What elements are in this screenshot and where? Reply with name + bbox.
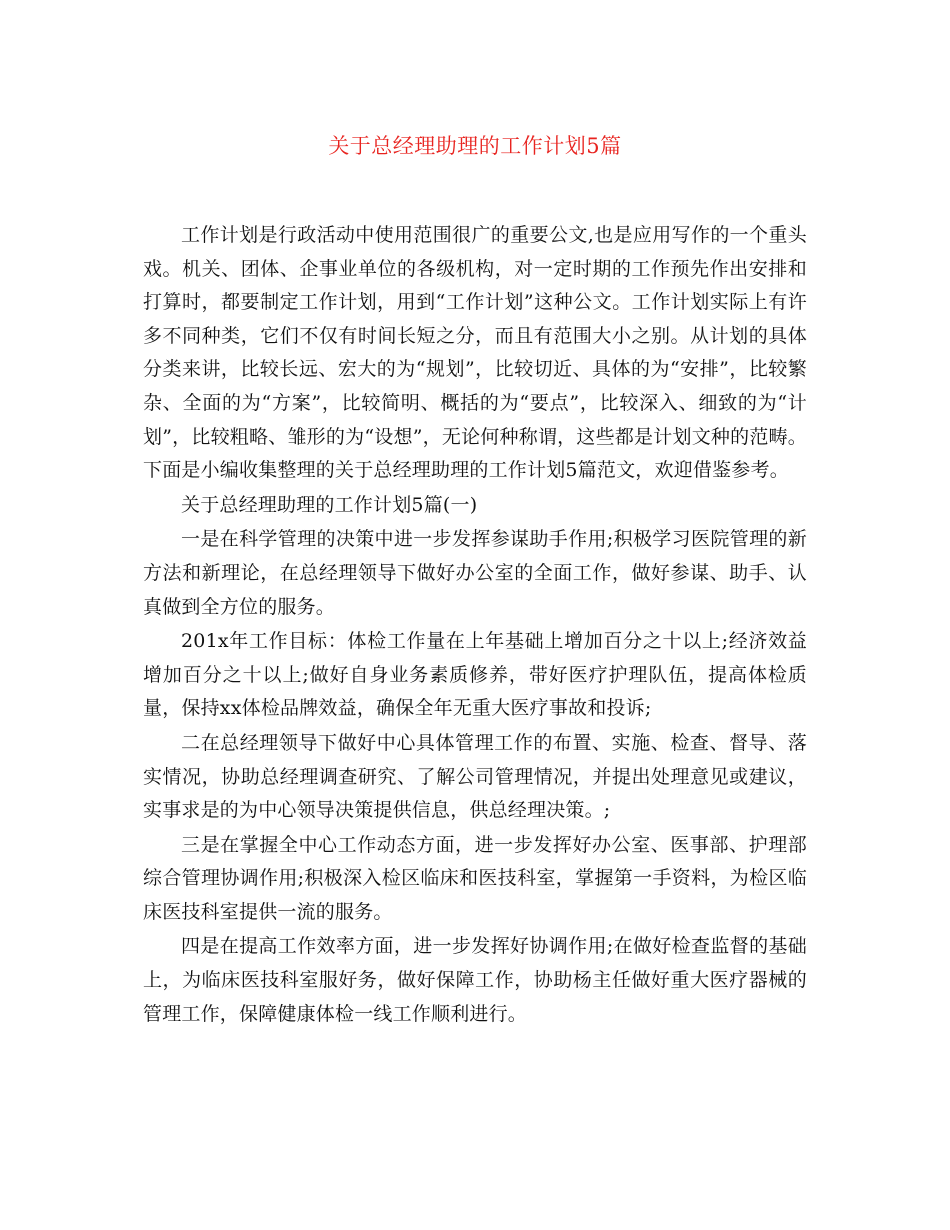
body-paragraph: 四是在提高工作效率方面，进一步发挥好协调作用;在做好检查监督的基础上，为临床医技科室服好务，做好保障工作，协助杨主任做好重大医疗器械的管理工作，保障健康体检一线工作顺利进行。 xyxy=(143,935,807,1025)
document-title: 关于总经理助理的工作计划5篇 xyxy=(328,134,622,158)
document-body xyxy=(143,219,807,1032)
body-paragraph: 三是在掌握全中心工作动态方面，进一步发挥好办公室、医事部、护理部综合管理协调作用;积极深入检区临床和医技科室，掌握第一手资料，为检区临床医技科室提供一流的服务。 xyxy=(143,833,807,923)
body-paragraph: 二在总经理领导下做好中心具体管理工作的布置、实施、检查、督导、落实情况，协助总经理调查研究、了解公司管理情况，并提出处理意见或建议，实事求是的为中心领导决策提供信息，供总经理决策。; xyxy=(143,731,807,822)
section-heading: 关于总经理助理的工作计划5篇(一) xyxy=(181,493,478,516)
intro-paragraph: 工作计划是行政活动中使用范围很广的重要公文,也是应用写作的一个重头戏。机关、团体、企事业单位的各级机构，对一定时期的工作预先作出安排和打算时，都要制定工作计划，用到“工作计划”这种公文。工作计划实际上有许多不同种类，它们不仅有时间长短之分，而且有范围大小之别。从计划的具体分类来讲，比较长远、宏大的为“规划”，比较切近、具体的为“安排”，比较繁杂、全面的为“方案”，比较简明、概括的为“要点”，比较深入、细致的为“计划”，比较粗略、雏形的为“设想”，无论何种称谓，这些都是计划文种的范畴。下面是小编收集整理的关于总经理助理的工作计划5篇范文，欢迎借鉴参考。 xyxy=(143,224,807,482)
body-paragraph: 一是在科学管理的决策中进一步发挥参谋助手作用;积极学习医院管理的新方法和新理论，在总经理领导下做好办公室的全面工作，做好参谋、助手、认真做到全方位的服务。 xyxy=(143,528,807,618)
body-paragraph: 201x年工作目标：体检工作量在上年基础上增加百分之十以上;经济效益增加百分之十以上;做好自身业务素质修养，带好医疗护理队伍，提高体检质量，保持xx体检品牌效益，确保全年无重大医疗事故和投诉; xyxy=(143,630,807,720)
